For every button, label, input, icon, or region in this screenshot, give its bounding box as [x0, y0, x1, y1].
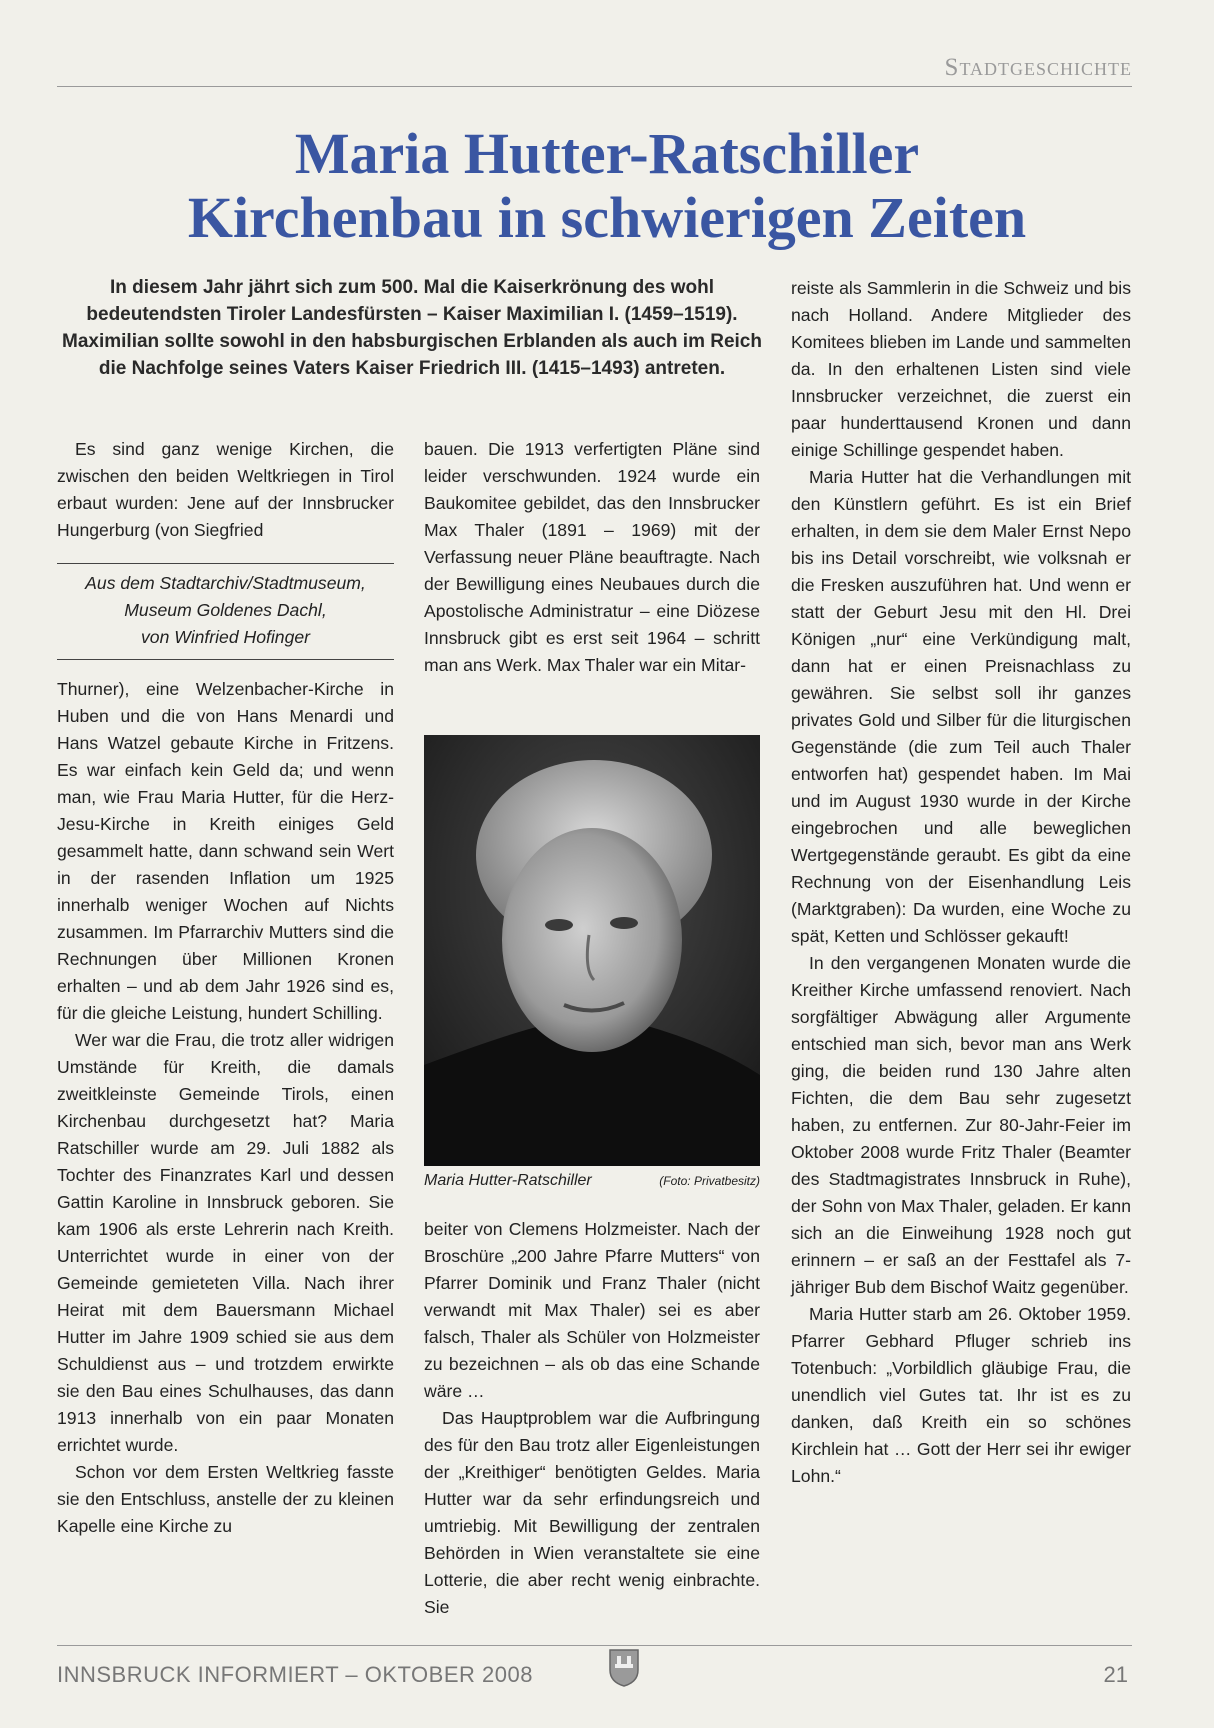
innsbruck-crest-icon: [608, 1648, 640, 1688]
photo-caption: [424, 1172, 760, 1190]
paragraph: bauen. Die 1913 verfertigten Pläne sind leider verschwunden. 1924 wurde ein Baukomitee gebildet, das den Innsbrucker Max Thaler (1891 – 1969) mit der Verfassung neuer Pläne beauftragte. Nach der Bewilligung eines Neubaues durch die Apostolische Administratur – eine Diözese Innsbruck gibt es erst seit 1964 – schritt man ans Werk. Max Thaler war ein Mitar-: [424, 439, 760, 675]
lead-paragraph: In diesem Jahr jährt sich zum 500. Mal die Kaiserkrönung des wohl bedeutendsten Tiroler Landesfürsten – Kaiser Maximilian I. (1459–1519). Maximilian sollte sowohl in den habsburgischen Erblanden als auch im Reich die Nachfolge seines Vaters Kaiser Friedrich III. (1415–1493) antreten.: [62, 277, 762, 379]
byline-line: Museum Goldenes Dachl,: [124, 600, 327, 620]
portrait-image: [424, 735, 760, 1166]
paragraph: Thurner), eine Welzenbacher-Kirche in Huben und die von Hans Menardi und Hans Watzel gebaute Kirche in Fritzens. Es war einfach kein Geld da; und wenn man, wie Frau Maria Hutter, für die Herz-Jesu-Kirche in Kreith einiges Geld gesammelt hatte, dann schwand sein Wert in der rasenden Inflation um 1925 innerhalb weniger Wochen auf Nichts zusammen. Im Pfarrarchiv Mutters sind die Rechnungen über Millionen Kronen erhalten – und ab dem Jahr 1926 sind es, für die gleiche Leistung, hundert Schilling.: [57, 679, 394, 1023]
title-line-1: Maria Hutter-Ratschiller: [294, 121, 920, 186]
paragraph: Maria Hutter hat die Verhandlungen mit den Künstlern geführt. Es ist ein Brief erhalten, in dem sie dem Maler Ernst Nepo bis ins Detail vorschreibt, wie volksnah er die Fresken auszuführen hat. Und wenn er statt der Geburt Jesu mit den Hl. Drei Königen „nur“ eine Verkündigung malt, dann hat er einen Preisnachlass zu gewähren. Sie selbst soll ihr ganzes privates Gold und Silber für die liturgischen Gegenstände (die zum Teil auch Thaler entworfen hat) gespendet haben. Im Mai und im August 1930 wurde in der Kirche eingebrochen und alle beweglichen Wertgegenstände geraubt. Es gibt da eine Rechnung von der Eisenhandlung Leis (Marktgraben): Da wurden, eine Woche zu spät, Ketten und Schlösser gekauft!: [791, 467, 1131, 946]
publication-footer: INNSBRUCK INFORMIERT – OKTOBER 2008: [57, 1662, 533, 1687]
paragraph: Maria Hutter starb am 26. Oktober 1959. Pfarrer Gebhard Pfluger schrieb ins Totenbuch: „Vorbildlich gläubige Frau, die unendlich viel Gutes tat. Ihr ist es zu danken, daß Kreith ein so schönes Kirchlein hat … Gott der Herr sei ihr ewiger Lohn.“: [791, 1304, 1131, 1486]
portrait-photo: [424, 735, 760, 1166]
title-line-2: Kirchenbau in schwierigen Zeiten: [187, 185, 1027, 250]
column-1-top: [57, 436, 394, 544]
paragraph: Es sind ganz wenige Kirchen, die zwischen den beiden Weltkriegen in Tirol erbaut wurden: Jene auf der Innsbrucker Hungerburg (von Siegfried: [57, 439, 394, 540]
paragraph: Schon vor dem Ersten Weltkrieg fasste sie den Entschluss, anstelle der zu kleinen Kapelle eine Kirche zu: [57, 1462, 394, 1536]
caption-text: Maria Hutter-Ratschiller: [424, 1172, 592, 1189]
column-2-top: [424, 436, 760, 679]
paragraph: Wer war die Frau, die trotz aller widrigen Umstände für Kreith, die damals zweitkleinste Gemeinde Tirols, einen Kirchenbau durchgesetzt hat? Maria Ratschiller wurde am 29. Juli 1882 als Tochter des Finanzrates Karl und dessen Gattin Karoline in Innsbruck geboren. Sie kam 1906 als erste Lehrerin nach Kreith. Unterrichtet wurde in einer von der Gemeinde gemieteten Villa. Nach ihrer Heirat mit dem Bauersmann Michael Hutter im Jahre 1909 schied sie aus dem Schuldienst aus – und trotzdem erwirkte sie den Bau eines Schulhauses, das dann 1913 innerhalb von ein paar Monaten errichtet wurde.: [57, 1030, 394, 1455]
section-label: Stadtgeschichte: [944, 54, 1132, 81]
column-1: [57, 676, 394, 1540]
byline-line: Aus dem Stadtarchiv/Stadtmuseum,: [85, 573, 366, 593]
header-rule: [57, 86, 1132, 87]
paragraph: reiste als Sammlerin in die Schweiz und bis nach Holland. Andere Mitglieder des Komitees blieben im Lande und sammelten da. In den erhaltenen Listen sind viele Innsbrucker verzeichnet, die zuerst ein paar hunderttausend Kronen und dann einige Schillinge gespendet haben.: [791, 278, 1131, 460]
column-3: [791, 275, 1131, 1490]
page-number: 21: [1103, 1662, 1128, 1687]
paragraph: beiter von Clemens Holzmeister. Nach der Broschüre „200 Jahre Pfarre Mutters“ von Pfarrer Dominik und Franz Thaler (nicht verwandt mit Max Thaler) sei es aber falsch, Thaler als Schüler von Holzmeister zu bezeichnen – als ob das eine Schande wäre …: [424, 1219, 760, 1401]
photo-credit: (Foto: Privatbesitz): [659, 1174, 760, 1188]
byline-line: von Winfried Hofinger: [140, 627, 310, 647]
article-title: [0, 122, 1214, 250]
column-2: [424, 1216, 760, 1621]
paragraph: Das Hauptproblem war die Aufbringung des für den Bau trotz aller Eigenleistungen der „Kreithiger“ benötigten Geldes. Maria Hutter war da sehr erfindungsreich und umtriebig. Mit Bewilligung der zentralen Behörden in Wien veranstaltete sie eine Lotterie, die aber recht wenig einbrachte. Sie: [424, 1408, 760, 1617]
footer-rule: [57, 1645, 1132, 1646]
byline-box: [57, 563, 394, 660]
paragraph: In den vergangenen Monaten wurde die Kreither Kirche umfassend renoviert. Nach sorgfältiger Abwägung aller Argumente entschied man sich, bevor man ans Werk ging, die beiden rund 130 Jahre alten Fichten, die dem Bau sehr zugesetzt haben, zu entfernen. Zur 80-Jahr-Feier im Oktober 2008 wurde Fritz Thaler (Beamter des Stadtmagistrates Innsbruck in Ruhe), der Sohn von Max Thaler, geladen. Er kann sich an die Einweihung 1928 noch gut erinnern – er saß an der Festtafel als 7-jähriger Bub dem Bischof Waitz gegenüber.: [791, 953, 1131, 1297]
